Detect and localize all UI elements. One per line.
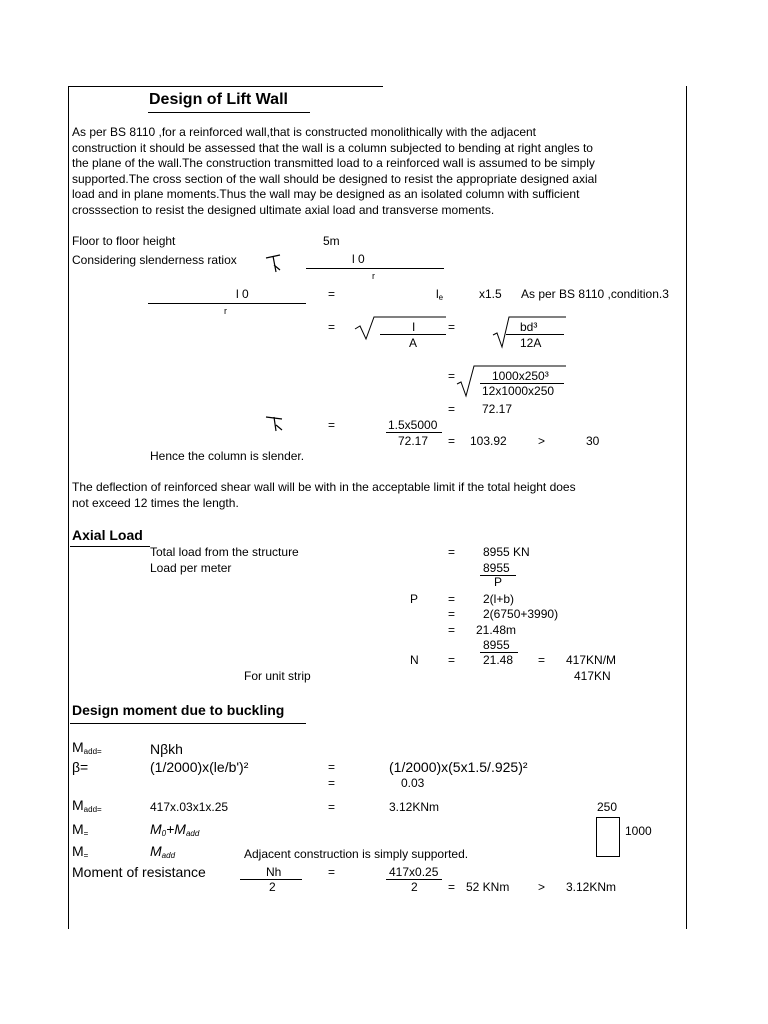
m-formula-letter: M (150, 821, 162, 837)
axial-load-per-meter: 417KN/M (566, 653, 617, 667)
unit-strip-label: For unit strip (244, 669, 311, 683)
axial-heading-underline (70, 546, 150, 547)
m2-formula (150, 843, 175, 864)
madd-formula: Nβkh (150, 741, 183, 757)
page-title: Design of Lift Wall (149, 91, 288, 108)
perimeter-denominator: P (494, 575, 503, 589)
m2-letter: M (72, 843, 84, 859)
lambda-symbol-icon (262, 413, 290, 435)
perimeter-formula: 2(l+b) (483, 592, 515, 606)
mr-numerator-values: 417x0.25 (389, 865, 439, 879)
equals-sign: = (328, 800, 336, 814)
fraction-bar-lambda (386, 432, 442, 433)
equals-sign: = (328, 287, 336, 301)
m-label (72, 821, 88, 842)
l0-denominator: r (224, 306, 227, 316)
limit-value: 30 (586, 434, 600, 448)
floor-height-label: Floor to floor height (72, 234, 176, 248)
m-letter: M (72, 821, 84, 837)
equals-sign: = (448, 592, 456, 606)
beta-substitution: (1/2000)x(5x1.5/.925)² (389, 759, 528, 775)
equals-sign: = (328, 418, 336, 432)
equals-sign: = (448, 880, 456, 894)
section-length-dimension: 1000 (625, 824, 652, 838)
deflection-line: The deflection of reinforced shear wall will be with in the acceptable limit if the total height does (72, 480, 576, 494)
equals-sign: = (538, 653, 546, 667)
equals-sign: = (328, 776, 336, 790)
equals-sign: = (448, 369, 456, 383)
perimeter-label: P (410, 592, 419, 606)
design-moment-heading: Design moment due to buckling (72, 702, 285, 718)
equals-sign: = (448, 320, 456, 334)
m2-subscript: = (83, 851, 89, 860)
n-denominator: 21.48 (483, 653, 514, 667)
lambda-symbol-icon (262, 252, 290, 274)
denominator-72-17: 72.17 (398, 434, 429, 448)
effective-length-symbol (436, 287, 443, 305)
madd2-subscript: add= (83, 805, 102, 814)
madd-formula-subscript: add (185, 829, 200, 838)
numerator-1000: 1000x250³ (492, 369, 549, 383)
m-formula (150, 821, 199, 842)
equals-sign: = (328, 760, 336, 774)
frame-right-border (686, 86, 687, 929)
equals-sign: = (448, 607, 456, 621)
moment-compare-value: 3.12KNm (566, 880, 617, 894)
bs-reference: As per BS 8110 ,condition.3 (521, 287, 669, 301)
title-underline (148, 112, 310, 113)
support-note: Adjacent construction is simply supported. (244, 847, 469, 861)
total-load-label: Total load from the structure (150, 545, 299, 559)
radius-of-gyration-value: 72.17 (482, 402, 513, 416)
m2-formula-subscript: add (161, 851, 176, 860)
deflection-line: not exceed 12 times the length. (72, 495, 239, 510)
load-per-meter-label: Load per meter (150, 561, 232, 575)
m2-label (72, 843, 88, 864)
intro-paragraph (72, 125, 672, 219)
beta-value: 0.03 (401, 776, 425, 790)
unit-strip-value: 417KN (574, 669, 611, 683)
section-width-dimension: 250 (597, 800, 618, 814)
l0-fraction-bar (148, 303, 306, 304)
bd3-fraction-bar (506, 334, 564, 335)
intro-line: the plane of the wall.The construction transmitted load to a reinforced wall is assumed to be simply (72, 156, 595, 171)
numerator-1-5x5000: 1.5x5000 (388, 418, 438, 432)
madd2-letter: M (72, 797, 84, 813)
ratio-numerator: l 0 (352, 252, 365, 266)
moment-heading-underline (70, 723, 306, 724)
equals-sign: = (448, 623, 456, 637)
perimeter-value: 21.48m (476, 623, 517, 637)
intro-line: As per BS 8110 ,for a reinforced wall,that is constructed monolithically with the adjacent (72, 125, 537, 139)
intro-line: construction it should be assessed that the wall is a column subjected to bending at right angles to (72, 140, 593, 155)
sqrt-symbol-icon (354, 315, 448, 341)
bd3-term: bd³ (520, 320, 538, 334)
intro-line: load and in plane moments.Thus the wall may be designed as an isolated column with sufficient (72, 187, 580, 202)
beta-formula: (1/2000)x(le/b')² (150, 759, 249, 775)
twelve-a-term: 12A (520, 336, 542, 350)
madd2-label (72, 797, 102, 818)
beta-label: β= (72, 759, 89, 775)
equals-sign: = (328, 865, 336, 879)
madd2-value: 3.12KNm (389, 800, 440, 814)
frame-left-border (68, 86, 69, 929)
inertia-fraction-bar (380, 334, 446, 335)
m2-formula-letter: M (150, 843, 162, 859)
equals-sign: = (448, 653, 456, 667)
wall-section-rectangle (596, 817, 620, 857)
m-subscript: = (83, 829, 89, 838)
ratio-fraction-bar (306, 268, 444, 269)
le-letter: l (436, 287, 439, 301)
n-numerator: 8955 (483, 638, 510, 652)
madd2-expression: 417x.03x1x.25 (150, 800, 229, 814)
ratio-denominator: r (372, 271, 375, 281)
n-label: N (410, 653, 419, 667)
le-subscript: e (438, 293, 444, 302)
factor-value: x1.5 (479, 287, 502, 301)
floor-height-value: 5m (323, 234, 340, 248)
greater-than-sign: > (538, 880, 546, 894)
madd-label (72, 739, 102, 760)
frame-top-border (68, 86, 383, 87)
mr-numerator: Nh (266, 865, 282, 879)
m0-subscript: 0 (161, 829, 167, 838)
moment-resistance-value: 52 KNm (466, 880, 510, 894)
load-numerator: 8955 (483, 561, 510, 575)
intro-line: supported.The cross section of the wall should be designed to resist the appropriate designed axial (72, 171, 597, 186)
equals-sign: = (328, 320, 336, 334)
equals-sign: = (448, 434, 456, 448)
slenderness-result: 103.92 (470, 434, 507, 448)
mr-denominator-values: 2 (411, 880, 418, 894)
perimeter-expansion: 2(6750+3990) (483, 607, 559, 621)
mr-denominator: 2 (269, 880, 276, 894)
equals-sign: = (448, 545, 456, 559)
axial-load-heading: Axial Load (72, 527, 143, 543)
total-load-value: 8955 KN (483, 545, 530, 559)
equals-sign: = (448, 402, 456, 416)
inertia-symbol: I (412, 320, 416, 334)
madd-letter: M (72, 739, 84, 755)
intro-line: crosssection to resist the designed ultimate axial load and transverse moments. (72, 202, 495, 217)
greater-than-sign: > (538, 434, 546, 448)
slender-conclusion: Hence the column is slender. (150, 449, 305, 463)
slenderness-ratio-label: Considering slenderness ratiox (72, 253, 237, 267)
area-symbol: A (409, 336, 418, 350)
moment-resistance-label: Moment of resistance (72, 864, 206, 880)
m-formula-plus: +M (166, 821, 186, 837)
denominator-1000: 12x1000x250 (482, 384, 555, 398)
madd-subscript: add= (83, 747, 102, 756)
l0-numerator: l 0 (236, 287, 249, 301)
deflection-paragraph (72, 480, 672, 511)
